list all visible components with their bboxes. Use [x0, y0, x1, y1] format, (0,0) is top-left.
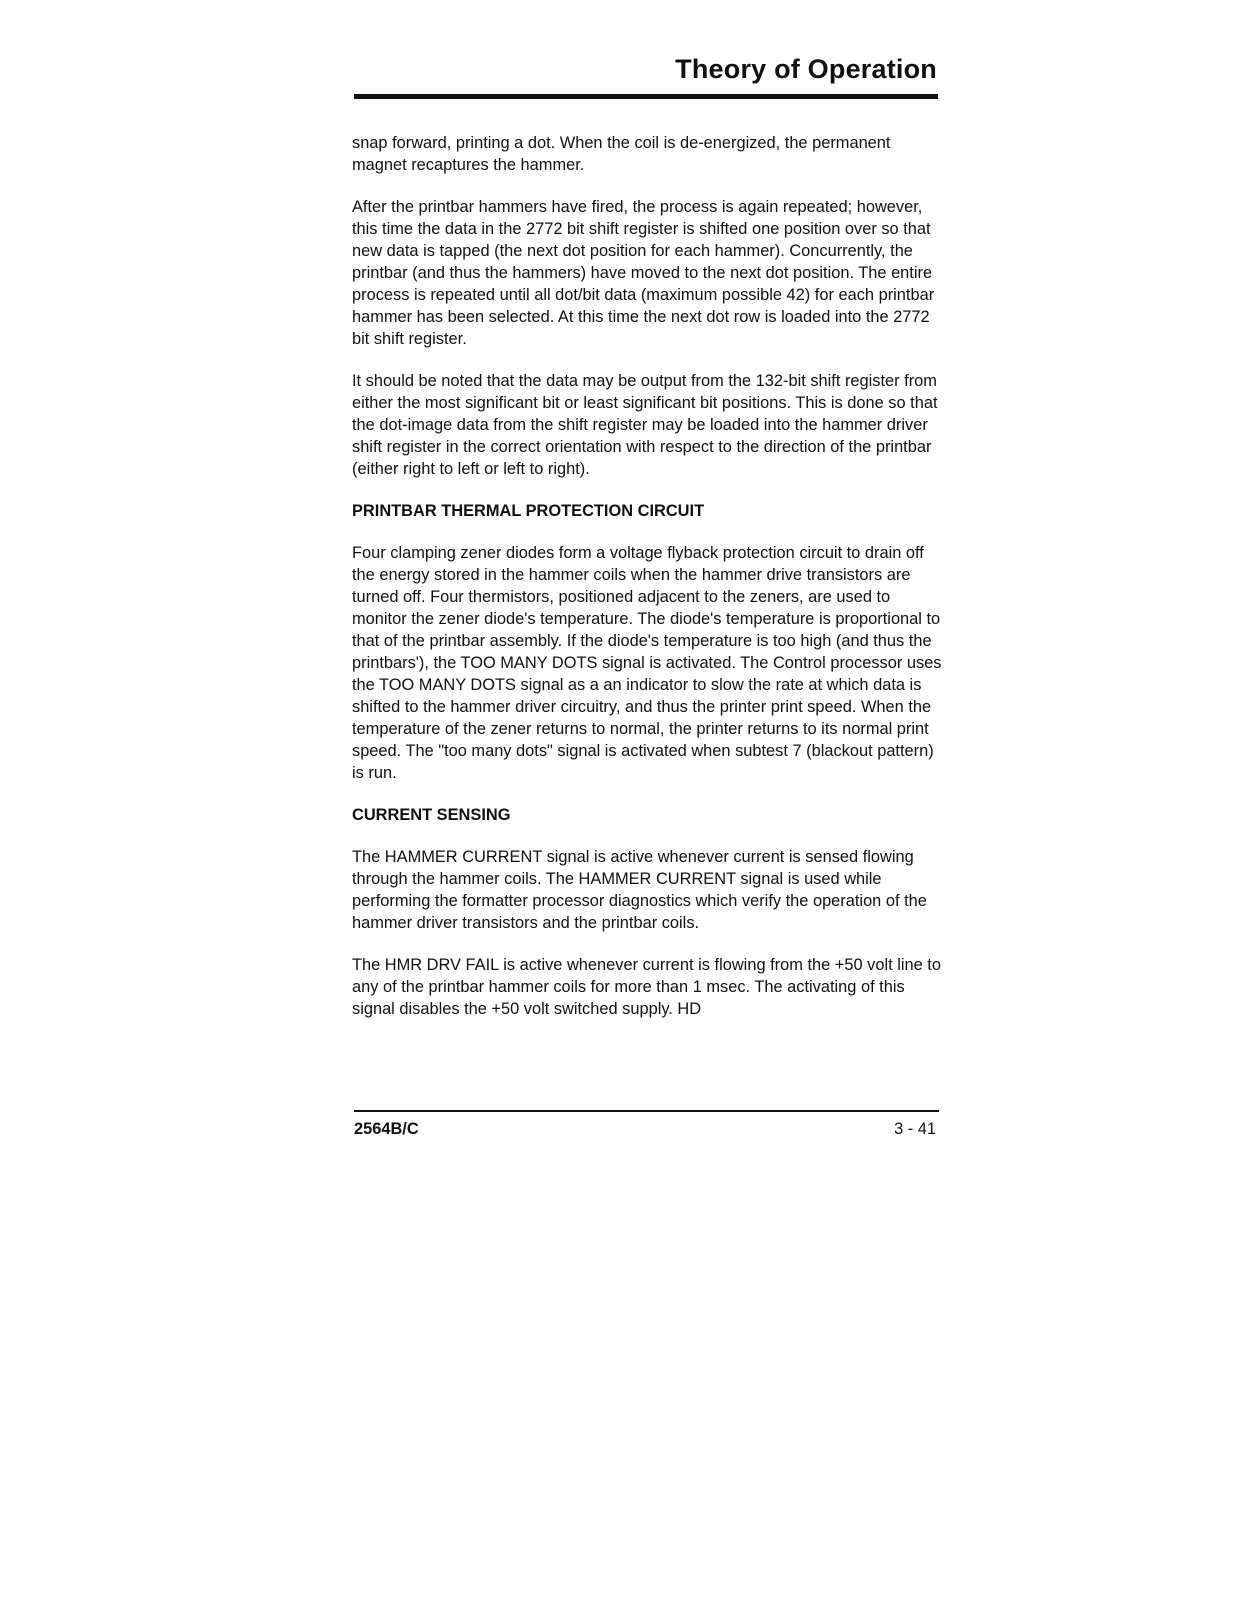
paragraph-1: snap forward, printing a dot. When the coil is de-energized, the permanent magnet recaptures the hammer. [352, 134, 891, 174]
paragraph-3: It should be noted that the data may be output from the 132-bit shift register from either the most significant bit or least significant bit positions. This is done so that the dot-image data from the shift register may be loaded into the hammer driver shift register in the correct orientation with respect to the direction of the printbar (either right to left or left to right). [352, 372, 938, 478]
footer-page-number: 3 - 41 [894, 1120, 936, 1138]
header-rule [354, 94, 938, 99]
paragraph-4: Four clamping zener diodes form a voltage flyback protection circuit to drain off the energy stored in the hammer coils when the hammer drive transistors are turned off. Four thermistors, positioned adjacent to the zeners, are used to monitor the zener diode's temperature. The diode's temperature is proportional to that of the printbar assembly. If the diode's temperature is too high (and thus the printbars'), the TOO MANY DOTS signal is activated. The Control processor uses the TOO MANY DOTS signal as a an indicator to slow the rate at which data is shifted to the hammer driver circuitry, and thus the printer print speed. When the temperature of the zener returns to normal, the printer returns to its normal print speed. The "too many dots" signal is activated when subtest 7 (blackout pattern) is run. [352, 544, 942, 782]
footer-rule [354, 1110, 939, 1112]
paragraph-5: The HAMMER CURRENT signal is active whenever current is sensed flowing through the hammer coils. The HAMMER CURRENT signal is used while performing the formatter processor diagnostics which verify the operation of the hammer driver transistors and the printbar coils. [352, 848, 927, 932]
section-heading-thermal-protection: PRINTBAR THERMAL PROTECTION CIRCUIT [352, 502, 705, 520]
page-header-title: Theory of Operation [675, 54, 937, 84]
section-heading-current-sensing: CURRENT SENSING [352, 806, 511, 824]
body-text [352, 132, 942, 1040]
paragraph-6: The HMR DRV FAIL is active whenever current is flowing from the +50 volt line to any of the printbar hammer coils for more than 1 msec. The activating of this signal disables the +50 volt switched supply. HD [352, 956, 941, 1018]
footer-model-number: 2564B/C [354, 1120, 419, 1138]
paragraph-2: After the printbar hammers have fired, the process is again repeated; however, this time the data in the 2772 bit shift register is shifted one position over so that new data is tapped (the next dot position for each hammer). Concurrently, the printbar (and thus the hammers) have moved to the next dot position. The entire process is repeated until all dot/bit data (maximum possible 42) for each printbar hammer has been selected. At this time the next dot row is loaded into the 2772 bit shift register. [352, 198, 935, 348]
